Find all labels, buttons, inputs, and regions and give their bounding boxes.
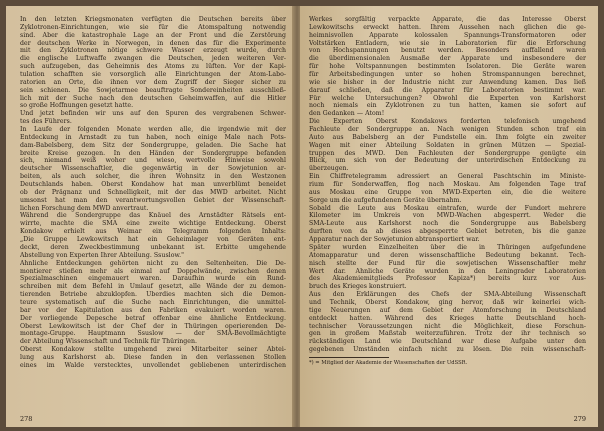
text-line: eines im Walde verstecktes, unvollendet gebliebenen unterirdischen <box>20 361 286 369</box>
text-line: such aufzugeben, das Geheimnis des Atoms zu lüften. Vor der Kapi- <box>20 63 286 71</box>
text-line: Abstellung von Experten Ihrer Abteilung. Ssuslow." <box>20 251 184 259</box>
text-line: Der vorliegende Depesche betraf offenbar eine ähnliche Entdeckung. <box>20 314 286 322</box>
text-line: SMA-Leute aus Karlshorst noch die Sondergruppe aus Babelsberg <box>309 220 586 228</box>
text-line: umsonst hat man den verantwortungsvollen Gebiet der Wissenschaft- <box>20 196 286 204</box>
text-line: truppen des MWD. Den Fachleuten der Sondergruppe genügte ein <box>309 149 586 157</box>
text-line: beiten, als auch solcher, die ihren Wohnsitz in den Westzonen <box>20 173 286 181</box>
text-line: sich, niemand weiß woher und wieso, wertvolle Hinweise sowohl <box>20 157 286 165</box>
text-line: aus Moskau eine Gruppe von MWD-Experten ein, die die weitere <box>309 188 586 196</box>
text-line: die englische Luftwaffe zwangen die Deutschen, jeden weiteren Ver- <box>20 55 286 63</box>
text-line: tierenden Betriebe abzuklopfen. Überdies machten sich die Demon- <box>20 291 286 299</box>
text-line: Ähnliche Entdeckungen gehörten nicht zu den Seltenheiten. Die De- <box>20 259 286 267</box>
text-line: sind. Aber die katastrophale Lage an der Front und die Zerstörung <box>20 31 286 39</box>
text-line: Später wurden Einzelheiten über die in Thüringen aufgefundene <box>309 243 586 251</box>
footnote: *) = Mitglied der Akademie der Wissenschaften der UdSSR. <box>309 359 468 366</box>
text-line: darauf schließen, daß die Apparatur für Laboratorien bestimmt war. <box>309 86 586 94</box>
text-line: für Arbeitsbedingungen unter so hohen Stromspannungen berechnet, <box>309 71 586 79</box>
right-page <box>300 6 598 427</box>
text-line: Für welche Untersuchungen? Obwohl die Experten von Karlshorst <box>309 94 586 102</box>
text-line: durften von da ab dieses abgesperrte Gebiet betreten, bis die ganze <box>309 228 586 236</box>
left-page <box>6 6 294 427</box>
text-line: Während die Sondergruppe das Knäuel des Arnstädter Rätsels ent- <box>20 212 286 220</box>
text-line: und Technik, Oberst Kondakow, ging hervor, daß wir keinerlei wich- <box>309 298 586 306</box>
text-line: rückständigen Land wie Deutschland war diese Aufgabe unter den <box>309 338 586 346</box>
text-line: deckt, deren Zweckbestimmung unbekannt ist. Erbitte umgehende <box>20 243 286 251</box>
text-line: Blick, um sich von der Bedeutung der unterirdischen Entdeckung zu <box>309 157 586 165</box>
text-line: tige Neuerungen auf dem Gebiet der Atomforschung in Deutschland <box>309 306 586 314</box>
text-line: mit den Zyklotronen nötige schwere Wasser erzeugt wurde, durch <box>20 47 286 55</box>
text-line: Wert dar. Ähnliche Geräte wurden in den Leningrader Laboratorien <box>309 267 586 275</box>
text-line: schreiben mit dem Befehl in Umlauf gesetzt, alle Wände der zu demon- <box>20 283 286 291</box>
text-line: Apparatur nach der Sowjetunion abtransportiert war. <box>309 236 480 244</box>
text-line: Lewkowitschs erweckt hatten. Ihrem Aussehen nach glichen die ge- <box>309 23 586 31</box>
text-line: Auto aus Babelsberg an der Fundstelle ein. Ihm folgte ein zweiter <box>309 133 586 141</box>
page-number: 278 <box>20 415 33 423</box>
text-line: Werkes sorgfältig verpackte Apparate, die das Interesse Oberst <box>309 16 586 23</box>
text-line: noch niemals ein Zyklotronen zu tun hatten, kamen sie sofort auf <box>309 102 586 110</box>
text-line: Oberst Kondakow stellte umgehend zwei Mitarbeiter seiner Abtei- <box>20 346 286 354</box>
text-line: gegebenen Umständen einfach nicht zu lösen. Die rein wissenschaft- <box>309 346 586 354</box>
text-line: gen in großem Maßstab weiterzuführen. Trotz der ihr technisch so <box>309 330 586 338</box>
text-line: Zyklotronen-Einrichtungen, wie sie für die Atomspaltung notwendig <box>20 23 286 31</box>
text-line: für hohe Voltspannungen bestimmten Isolatoren. Die Geräte waren <box>309 63 586 71</box>
text-line: ratorien an Orte, die ihnen vor dem Zugriff der Sieger sicher zu <box>20 78 286 86</box>
text-line: Voltstärken Entladern, wie sie in Laboratorien für die Erforschung <box>309 39 586 47</box>
text-line: breite Kreise gezogen. In den Händen der Sondergruppe befanden <box>20 149 286 157</box>
text-line: montage-Gruppe. Hauptmann Ssuslow — der SMA-Bevollmächtigte <box>20 330 286 338</box>
text-line: Kondakow erhielt aus Weimar ein Telegramm folgenden Inhalts: <box>20 228 286 236</box>
text-line: Aus den Erklärungen des Chefs der SMA-Abteilung Wissenschaft <box>309 291 586 299</box>
text-line: Oberst Lewkowitsch ist der Chef der in Thüringen operierenden De- <box>20 322 286 330</box>
text-line: bruch des Krieges konstruiert. <box>309 283 407 291</box>
text-line: überzeugen. <box>309 165 349 173</box>
page-number: 279 <box>573 415 586 423</box>
text-line: technischer Voraussetzungen nicht die Möglichkeit, diese Forschun- <box>309 322 586 330</box>
text-line: sein schienen. Die Sowjetarmee beauftragte Sondereinheiten ausschließ- <box>20 86 286 94</box>
text-line: dam-Babelsberg, dem Sitz der Sondergruppe, geladen. Die Sache hat <box>20 141 286 149</box>
text-line: rium für Sonderwaffen, flog nach Moskau. Am folgenden Tage traf <box>309 181 586 189</box>
text-line: deutscher Wissenschaftler, die gegenwärtig in der Sowjetunion ar- <box>20 165 286 173</box>
text-line: ob der Prägnanz und Schnelligkeit, mit der das MWD arbeitet. Nicht <box>20 188 286 196</box>
text-line: tes des Führers. <box>20 118 72 126</box>
text-line: teure systematisch auf die Suche nach Einrichtungen, die unmittel- <box>20 298 286 306</box>
text-line: Wagen mit einer Abteilung Soldaten in grünen Mützen — Spezial- <box>309 141 586 149</box>
text-line: „Die Gruppe Lewkowitsch hat ein Geheimlager von Geräten ent- <box>20 236 286 244</box>
text-line: bar vor der Kapitulation aus den Fabriken evakuiert worden waren. <box>20 306 286 314</box>
text-line: Sorge um die aufgefundenen Geräte übernahm. <box>309 196 462 204</box>
text-line: die überdimensionalen Ausmaße der Apparate und insbesondere der <box>309 55 586 63</box>
text-line: In den letzten Kriegsmonaten verfügten die Deutschen bereits über <box>20 16 286 23</box>
text-line: Und jetzt befinden wir uns auf den Spuren des vergrabenen Schwer- <box>20 110 286 118</box>
text-line: lichen Forschung dem MWD anvertraut. <box>20 204 149 212</box>
text-line: den Gedanken — Atom! <box>309 110 385 118</box>
text-line: montierer stießen mehr als einmal auf Doppelwände, zwischen denen <box>20 267 286 275</box>
footnote-divider <box>309 357 389 358</box>
text-line: heimnisvollen Apparate kolossalen Spannungs-Transformatoren oder <box>309 31 586 39</box>
text-line: Fachleute der Sondergruppe an. Nach wenigen Stunden schon traf ein <box>309 126 586 134</box>
text-line: lung aus Karlshorst ab. Diese fanden in den verlassenen Stollen <box>20 353 286 361</box>
text-line: wie sie bisher in der Industrie nicht zur Anwendung kamen. Das ließ <box>309 78 586 86</box>
text-line: wirrte, machte die SMA eine zweite wichtige Entdeckung. Oberst <box>20 220 286 228</box>
text-line: Sobald die Leute aus Moskau eintrafen, wurde der Fundort mehrere <box>309 204 586 212</box>
text-line: lich mit der Suche nach den deutschen Geheimwaffen, auf die Hitler <box>20 94 286 102</box>
text-line: Spezialmaschinen eingemauert waren. Daraufhin wurde ein Rund- <box>20 275 286 283</box>
text-line: von Hochspannungen benutzt werden. Besonders auffallend waren <box>309 47 586 55</box>
text-line: In Laufe der folgenden Monate werden alle, die irgendwie mit der <box>20 126 286 134</box>
text-line: der Abteilung Wissenschaft und Technik für Thüringen. <box>20 338 198 346</box>
text-line: entdeckt hatten. Während des Krieges hatte Deutschland hoch- <box>309 314 586 322</box>
text-line: tulation schafften sie vorsorglich alle Einrichtungen der Atom-Labo- <box>20 71 286 79</box>
text-line: so große Hoffnungen gesetzt hatte. <box>20 102 134 110</box>
text-line: Entdeckung in Arnstadt zu tun haben, noch einige Male nach Pots- <box>20 133 286 141</box>
text-line: Ein Chiffretelegramm adressiert an General Paschtschin im Ministe- <box>309 173 586 181</box>
text-line: Deutschlands haben. Oberst Kondahow hat man unverblümt beneidet <box>20 181 286 189</box>
text-line: des Akademiemitglieds Professor Kapiza*) bereits kurz vor Aus- <box>309 275 586 283</box>
text-line: Die Experten Oberst Kondakows forderten telefonisch umgehend <box>309 118 586 126</box>
text-line: Kilometer im Umkreis von MWD-Wachen abgesperrt. Weder die <box>309 212 586 220</box>
text-line: der deutschen Werke in Norwegen, in denen das für die Experimente <box>20 39 286 47</box>
text-line: nisch stellte der Fund für die sowjetischen Wissenschaftler mehr <box>309 259 586 267</box>
text-line: Atomapparatur und deren wissenschaftliche Bedeutung bekannt. Tech- <box>309 251 586 259</box>
